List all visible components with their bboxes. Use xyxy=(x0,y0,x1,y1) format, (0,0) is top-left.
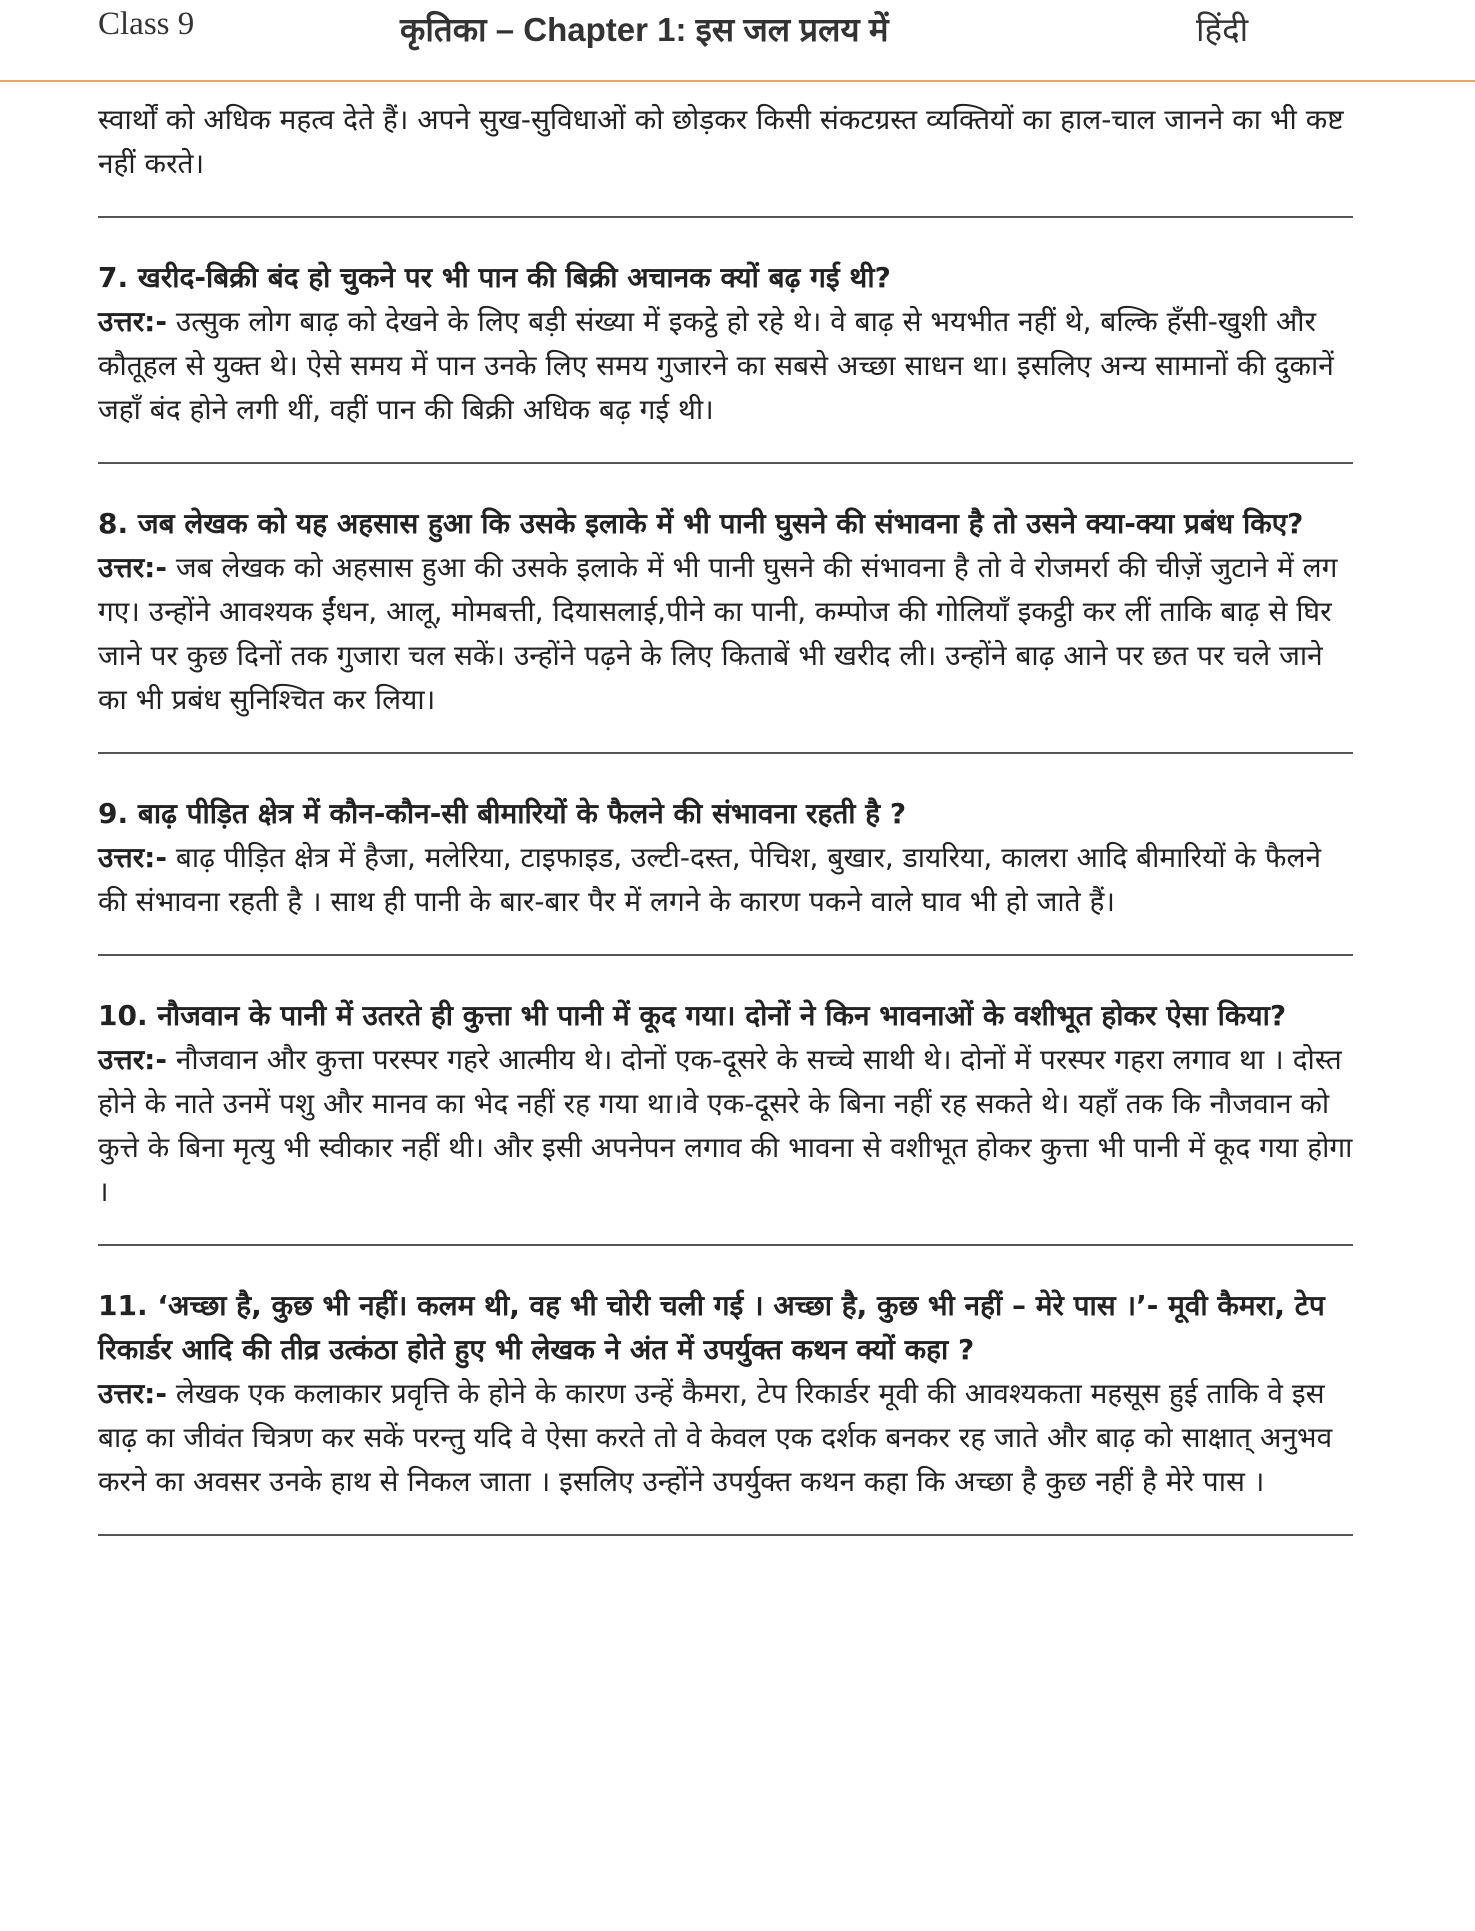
divider xyxy=(98,216,1353,218)
divider xyxy=(98,1244,1353,1246)
divider xyxy=(98,1534,1353,1536)
qa-block-9 xyxy=(98,792,1353,924)
question: 10. नौजवान के पानी में उतरते ही कुत्ता भी पानी में कूद गया। दोनों ने किन भावनाओं के वशीभूत होकर ऐसा किया? xyxy=(98,999,1287,1032)
answer-label: उत्तर:- xyxy=(98,305,167,338)
answer-label: उत्तर:- xyxy=(98,551,167,584)
class-label: Class 9 xyxy=(98,6,195,42)
answer-text: नौजवान और कुत्ता परस्पर गहरे आत्मीय थे। दोनों एक-दूसरे के सच्चे साथी थे। दोनों में परस्पर गहरा लगाव था । दोस्त होने के नाते उनमें पशु और मानव का भेद नहीं रह गया था।वे एक-दूसरे के बिना नहीं रह सकते थे। यहाँ तक कि नौजवान को कुत्ते के बिना मृत्यु भी स्वीकार नहीं थी। और इसी अपनेपन लगाव की भावना से वशीभूत होकर कुत्ता भी पानी में कूद गया होगा । xyxy=(98,1043,1353,1208)
qa-block-7 xyxy=(98,256,1353,432)
subject-label: हिंदी xyxy=(1196,10,1249,49)
answer-label: उत्तर:- xyxy=(98,841,167,874)
answer xyxy=(98,836,1353,924)
question: 11. ‘अच्छा है, कुछ भी नहीं। कलम थी, वह भी चोरी चली गई । अच्छा है, कुछ भी नहीं – मेरे पास ।’- मूवी कैमरा, टेप रिकार्डर आदि की तीव्र उत्कंठा होते हुए भी लेखक ने अंत में उपर्युक्त कथन क्यों कहा ? xyxy=(98,1289,1325,1366)
divider xyxy=(98,954,1353,956)
qa-block-8 xyxy=(98,502,1353,722)
answer-label: उत्तर:- xyxy=(98,1043,167,1076)
page-header xyxy=(0,0,1475,82)
qa-block-11 xyxy=(98,1284,1353,1504)
answer-label: उत्तर:- xyxy=(98,1377,167,1410)
question: 7. खरीद-बिक्री बंद हो चुकने पर भी पान की बिक्री अचानक क्यों बढ़ गई थी? xyxy=(98,261,891,294)
document-body xyxy=(98,98,1353,1574)
intro-paragraph: स्वार्थों को अधिक महत्व देते हैं। अपने सुख-सुविधाओं को छोड़कर किसी संकटग्रस्त व्यक्तियों का हाल-चाल जानने का भी कष्ट नहीं करते। xyxy=(98,103,1344,180)
answer-text: लेखक एक कलाकार प्रवृत्ति के होने के कारण उन्हें कैमरा, टेप रिकार्डर मूवी की आवश्यकता महसूस हुई ताकि वे इस बाढ़ का जीवंत चित्रण कर सकें परन्तु यदि वे ऐसा करते तो वे केवल एक दर्शक बनकर रह जाते और बाढ़ को साक्षात् अनुभव करने का अवसर उनके हाथ से निकल जाता । इसलिए उन्होंने उपर्युक्त कथन कहा कि अच्छा है कुछ नहीं है मेरे पास । xyxy=(98,1377,1333,1498)
question: 8. जब लेखक को यह अहसास हुआ कि उसके इलाके में भी पानी घुसने की संभावना है तो उसने क्या-क्या प्रबंध किए? xyxy=(98,507,1304,540)
answer xyxy=(98,1038,1353,1214)
answer xyxy=(98,300,1353,432)
answer-text: जब लेखक को अहसास हुआ की उसके इलाके में भी पानी घुसने की संभावना है तो वे रोजमर्रा की चीज़ें जुटाने में लग गए। उन्होंने आवश्यक ईंधन, आलू, मोमबत्ती, दियासलाई,पीने का पानी, कम्पोज की गोलियाँ इकट्ठी कर लीं ताकि बाढ़ से घिर जाने पर कुछ दिनों तक गुजारा चल सकें। उन्होंने पढ़ने के लिए किताबें भी खरीद ली। उन्होंने बाढ़ आने पर छत पर चले जाने का भी प्रबंध सुनिश्चित कर लिया। xyxy=(98,551,1338,716)
chapter-title: कृतिका – Chapter 1: इस जल प्रलय में xyxy=(400,11,889,48)
qa-block-10 xyxy=(98,994,1353,1214)
answer xyxy=(98,1372,1353,1504)
answer xyxy=(98,546,1353,722)
question: 9. बाढ़ पीड़ित क्षेत्र में कौन-कौन-सी बीमारियों के फैलने की संभावना रहती है ? xyxy=(98,797,907,830)
answer-text: बाढ़ पीड़ित क्षेत्र में हैजा, मलेरिया, टाइफाइड, उल्टी-दस्त, पेचिश, बुखार, डायरिया, कालरा आदि बीमारियों के फैलने की संभावना रहती है । साथ ही पानी के बार-बार पैर में लगने के कारण पकने वाले घाव भी हो जाते हैं। xyxy=(98,841,1322,918)
answer-text: उत्सुक लोग बाढ़ को देखने के लिए बड़ी संख्या में इकट्ठे हो रहे थे। वे बाढ़ से भयभीत नहीं थे, बल्कि हँसी-खुशी और कौतूहल से युक्त थे। ऐसे समय में पान उनके लिए समय गुजारने का सबसे अच्छा साधन था। इसलिए अन्य सामानों की दुकानें जहाँ बंद होने लगी थीं, वहीं पान की बिक्री अधिक बढ़ गई थी। xyxy=(98,305,1334,426)
divider xyxy=(98,752,1353,754)
divider xyxy=(98,462,1353,464)
